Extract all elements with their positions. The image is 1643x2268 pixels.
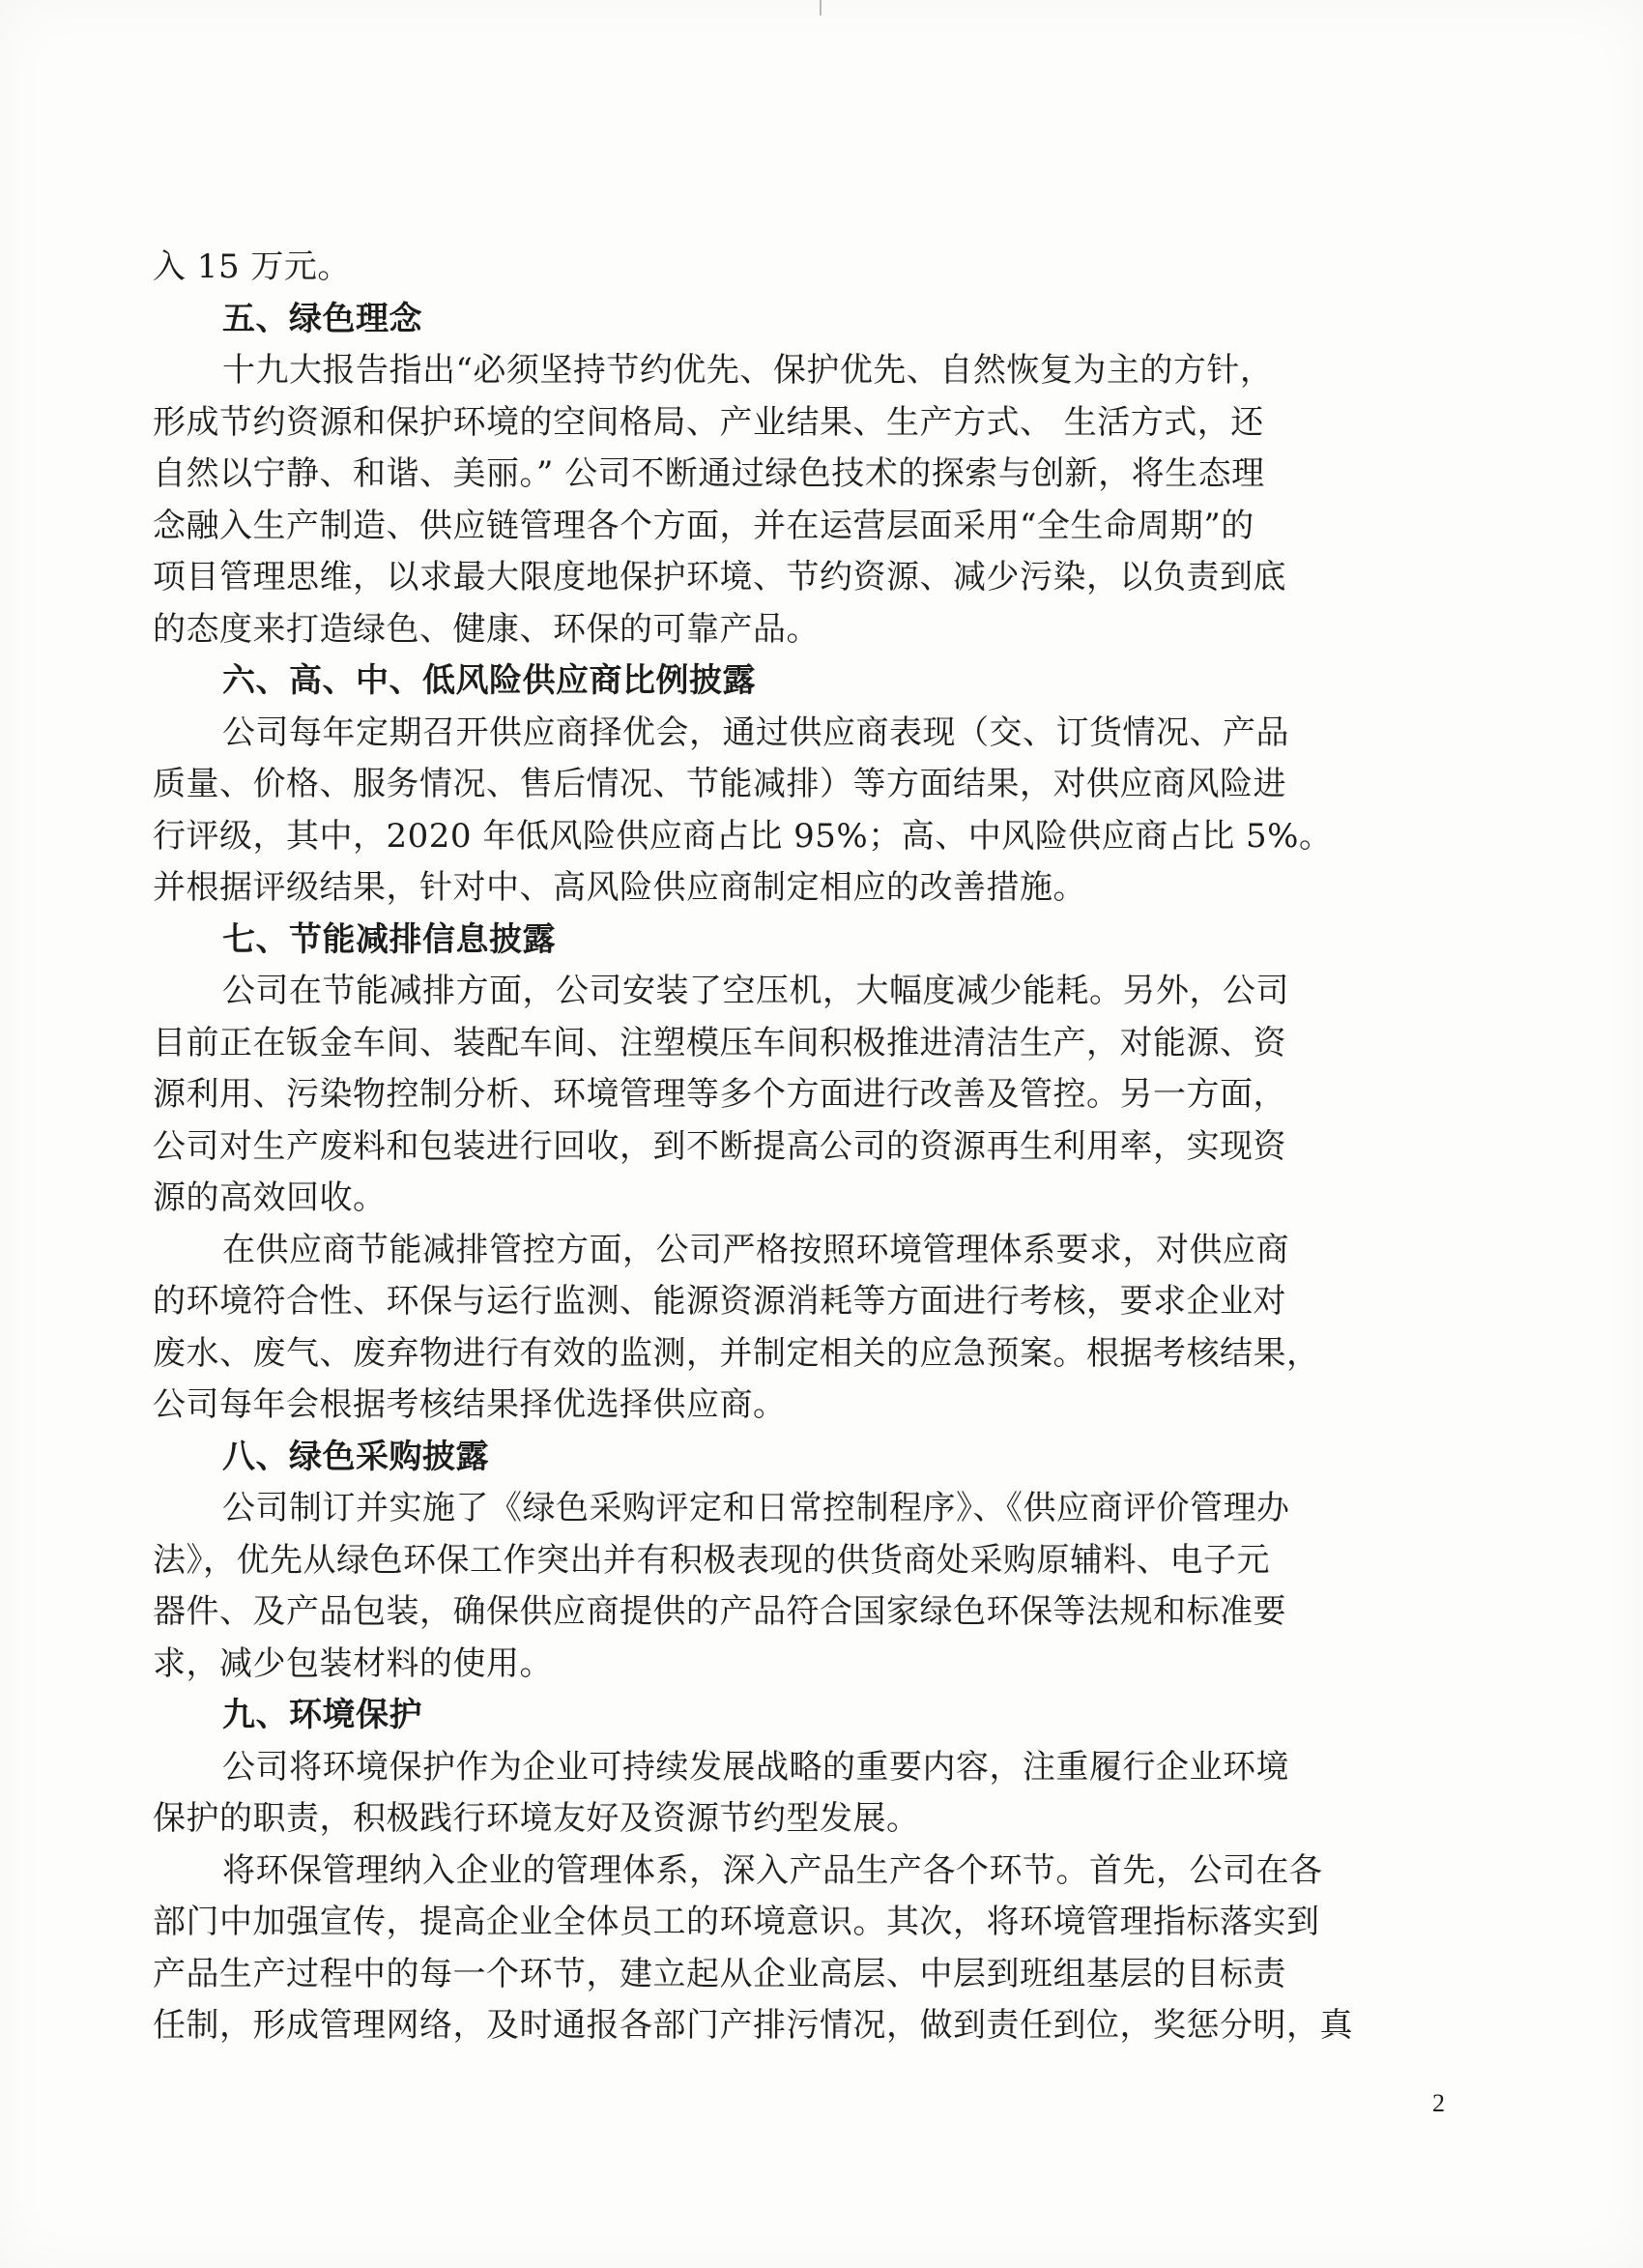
text-line: 念融入生产制造、供应链管理各个方面，并在运营层面采用“全生命周期”的: [153, 506, 1254, 545]
text-line: 求，减少包装材料的使用。: [153, 1643, 553, 1683]
document-body: [153, 242, 1459, 2052]
text-line: 的态度来打造绿色、健康、环保的可靠产品。: [153, 609, 820, 649]
page-number: 2: [1432, 2089, 1445, 2117]
text-line: 任制，形成管理网络，及时通报各部门产排污情况，做到责任到位，奖惩分明，真: [153, 2006, 1353, 2045]
section-heading: 九、环境保护: [222, 1696, 422, 1734]
section-heading: 五、绿色理念: [222, 299, 422, 338]
text-line: 公司每年定期召开供应商择优会，通过供应商表现（交、订货情况、产品: [222, 712, 1289, 752]
text-line: 形成节约资源和保护环境的空间格局、产业结果、生产方式、 生活方式，还: [153, 402, 1264, 442]
text-line: 部门中加强宣传，提高企业全体员工的环境意识。其次，将环境管理指标落实到: [153, 1903, 1320, 1941]
text-line: 法》，优先从绿色环保工作突出并有积极表现的供货商处采购原辅料、电子元: [153, 1540, 1270, 1580]
text-line: 公司对生产废料和包装进行回收，到不断提高公司的资源再生利用率，实现资: [153, 1126, 1286, 1166]
text-line: 十九大报告指出“必须坚持节约优先、保护优先、自然恢复为主的方针，: [222, 351, 1274, 390]
text-line: 产品生产过程中的每一个环节，建立起从企业高层、中层到班组基层的目标责: [153, 1954, 1286, 1993]
text-line: 项目管理思维，以求最大限度地保护环境、节约资源、减少污染，以负责到底: [153, 558, 1286, 596]
text-line: 质量、价格、服务情况、售后情况、节能减排）等方面结果，对供应商风险进: [153, 765, 1286, 803]
section-heading: 八、绿色采购披露: [222, 1437, 489, 1476]
text-line: 行评级，其中，2020 年低风险供应商占比 95%；高、中风险供应商占比 5%。: [153, 816, 1333, 856]
scan-mark: [820, 0, 822, 15]
section-heading: 七、节能减排信息披露: [222, 919, 556, 959]
text-line: 公司每年会根据考核结果择优选择供应商。: [153, 1385, 787, 1424]
section-heading: 六、高、中、低风险供应商比例披露: [222, 661, 756, 700]
text-line: 源的高效回收。: [153, 1178, 387, 1217]
text-line: 源利用、污染物控制分析、环境管理等多个方面进行改善及管控。另一方面，: [153, 1075, 1286, 1114]
text-line: 公司将环境保护作为企业可持续发展战略的重要内容，注重履行企业环境: [222, 1747, 1289, 1787]
text-line: 自然以宁静、和谐、美丽。” 公司不断通过绿色技术的探索与创新，将生态理: [153, 454, 1265, 493]
text-line: 器件、及产品包装，确保供应商提供的产品符合国家绿色环保等法规和标准要: [153, 1592, 1286, 1631]
text-line: 将环保管理纳入企业的管理体系，深入产品生产各个环节。首先，公司在各: [222, 1850, 1323, 1890]
text-line: 目前正在钣金车间、装配车间、注塑模压车间积极推进清洁生产，对能源、资: [153, 1023, 1286, 1062]
text-line: 保护的职责，积极践行环境友好及资源节约型发展。: [153, 1799, 920, 1838]
text-line: 公司制订并实施了《绿色采购评定和日常控制程序》、《供应商评价管理办: [222, 1489, 1290, 1527]
text-line: 入 15 万元。: [153, 247, 351, 286]
text-line: 废水、废气、废弃物进行有效的监测，并制定相关的应急预案。根据考核结果，: [153, 1333, 1320, 1373]
text-line: 在供应商节能减排管控方面，公司严格按照环境管理体系要求，对供应商: [222, 1230, 1289, 1269]
text-line: 的环境符合性、环保与运行监测、能源资源消耗等方面进行考核，要求企业对: [153, 1282, 1286, 1321]
text-line: 并根据评级结果，针对中、高风险供应商制定相应的改善措施。: [153, 868, 1086, 907]
text-line: 公司在节能减排方面，公司安装了空压机，大幅度减少能耗。另外，公司: [222, 972, 1289, 1010]
